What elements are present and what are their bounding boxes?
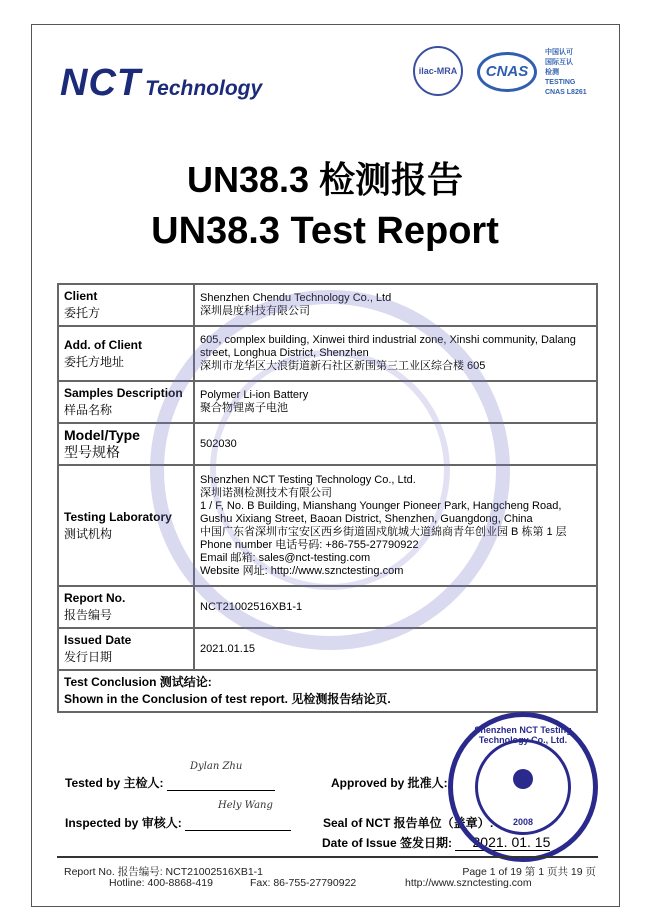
conclusion-row	[58, 670, 597, 712]
stamp-ring-text: Shenzhen NCT Testing Technology Co., Ltd.	[474, 725, 572, 745]
label-cell	[58, 586, 194, 628]
value-cell	[194, 284, 597, 326]
value: Website 网址: http://www.sznctesting.com	[200, 564, 404, 577]
ilac-text: ilac-MRA	[418, 66, 458, 76]
table-row	[58, 381, 597, 423]
inspected-signature: Hely Wang	[218, 800, 273, 811]
inspected-by-label: Inspected by 审核人:	[65, 816, 182, 830]
stamp-year: 2008	[512, 817, 534, 827]
cnas-text: CNAS	[485, 63, 529, 80]
label: Testing Laboratory	[64, 509, 172, 524]
cnas-line: 检测	[545, 69, 559, 76]
seal-of-nct: Seal of NCT 报告单位（盖章）:	[323, 816, 494, 830]
value: 聚合物锂离子电池	[200, 402, 288, 414]
footer-divider	[57, 856, 598, 858]
value: Email 邮箱: sales@nct-testing.com	[200, 551, 371, 564]
inspected-by-line	[185, 830, 291, 831]
value-cell	[194, 465, 597, 586]
value: 605, complex building, Xinwei third industrial zone, Xinshi community, Dalang street, Longhua District, Shenzhen	[200, 334, 576, 359]
logo-text: Technology	[145, 77, 263, 100]
footer-website: http://www.sznctesting.com	[405, 877, 532, 889]
label: Report No.	[64, 591, 126, 605]
value: 深圳诺测检测技术有限公司	[200, 486, 332, 499]
table-row	[58, 628, 597, 670]
company-seal-stamp	[448, 712, 598, 862]
cnas-line: CNAS L8261	[545, 89, 587, 96]
value-cell	[194, 381, 597, 423]
tested-by	[65, 774, 275, 791]
label-cell	[58, 381, 194, 423]
label: Issued Date	[64, 633, 132, 647]
title-en: UN38.3 Test Report	[151, 210, 499, 252]
conclusion-text: Shown in the Conclusion of test report. 见检测报告结论页.	[64, 692, 391, 706]
label-zh: 测试机构	[64, 526, 113, 541]
value: 502030	[200, 437, 237, 450]
value: 深圳晨度科技有限公司	[200, 305, 310, 317]
approved-by: Approved by 批准人:	[331, 776, 448, 790]
tested-by-label: Tested by 主检人:	[65, 776, 164, 790]
value: Polymer Li-ion Battery	[200, 389, 309, 401]
footer-page: Page 1 of 19 第 1 页共 19 页	[462, 866, 596, 878]
value: 1 / F, No. B Building, Mianshang Younger Pioneer Park, Hangcheng Road, Gushu Xixiang Street, Baoan District, Shenzhen, Guangdong, China	[200, 499, 562, 525]
label-zh: 型号规格	[64, 444, 120, 460]
label-zh: 报告编号	[64, 608, 113, 622]
label-cell	[58, 284, 194, 326]
cnas-logo	[477, 52, 537, 92]
footer-fax: Fax: 86-755-27790922	[250, 877, 357, 889]
cnas-caption	[545, 48, 587, 98]
label: Model/Type	[64, 427, 140, 443]
cnas-line: 国际互认	[545, 59, 573, 66]
label: Client	[64, 289, 98, 303]
ilac-mra-logo	[413, 46, 463, 96]
label-zh: 样品名称	[64, 403, 113, 417]
value-cell	[194, 628, 597, 670]
footer-hotline: Hotline: 400-8868-419	[109, 877, 213, 889]
conclusion-cell	[58, 670, 597, 712]
table-row	[58, 586, 597, 628]
logo-mark: NCT	[60, 62, 142, 104]
label-zh: 委托方	[64, 306, 101, 320]
value: Phone number 电话号码: +86-755-27790922	[200, 538, 419, 551]
tested-signature: Dylan Zhu	[190, 761, 243, 772]
tested-by-line	[167, 790, 275, 791]
label-cell	[58, 326, 194, 381]
table-row	[58, 284, 597, 326]
table-row	[58, 465, 597, 586]
value: Shenzhen NCT Testing Technology Co., Ltd.	[200, 473, 416, 486]
date-value: 2021. 01. 15	[455, 834, 550, 851]
footer-report-no: Report No. 报告编号: NCT21002516XB1-1	[64, 866, 264, 878]
label: Samples Description	[64, 386, 183, 400]
value: Shenzhen Chendu Technology Co., Ltd	[200, 292, 392, 304]
value-cell	[194, 326, 597, 381]
value-cell	[194, 586, 597, 628]
value: NCT21002516XB1-1	[200, 600, 303, 613]
inspected-by	[65, 814, 291, 831]
value: 深圳市龙华区大浪街道新石社区新围第三工业区综合楼 605	[200, 360, 486, 372]
table-row	[58, 326, 597, 381]
cnas-line: 中国认可	[545, 49, 573, 56]
label-zh: 委托方地址	[64, 354, 125, 369]
report-info-table	[57, 283, 598, 713]
cnas-line: TESTING	[545, 79, 576, 86]
value-cell	[194, 423, 597, 465]
conclusion-label: Test Conclusion 测试结论:	[64, 675, 212, 689]
label-cell	[58, 628, 194, 670]
label-zh: 发行日期	[64, 650, 113, 664]
title-zh: UN38.3 检测报告	[186, 159, 464, 200]
nct-logo	[60, 62, 262, 105]
label: Add. of Client	[64, 337, 142, 352]
label-cell	[58, 423, 194, 465]
label-cell	[58, 465, 194, 586]
value: 中国广东省深圳市宝安区西乡街道固戍航城大道綿商青年创业园 B 栋第 1 层	[200, 525, 567, 538]
stamp-emblem	[513, 769, 533, 789]
value: 2021.01.15	[200, 642, 256, 655]
date-label: Date of Issue 签发日期:	[322, 836, 453, 850]
table-row	[58, 423, 597, 465]
